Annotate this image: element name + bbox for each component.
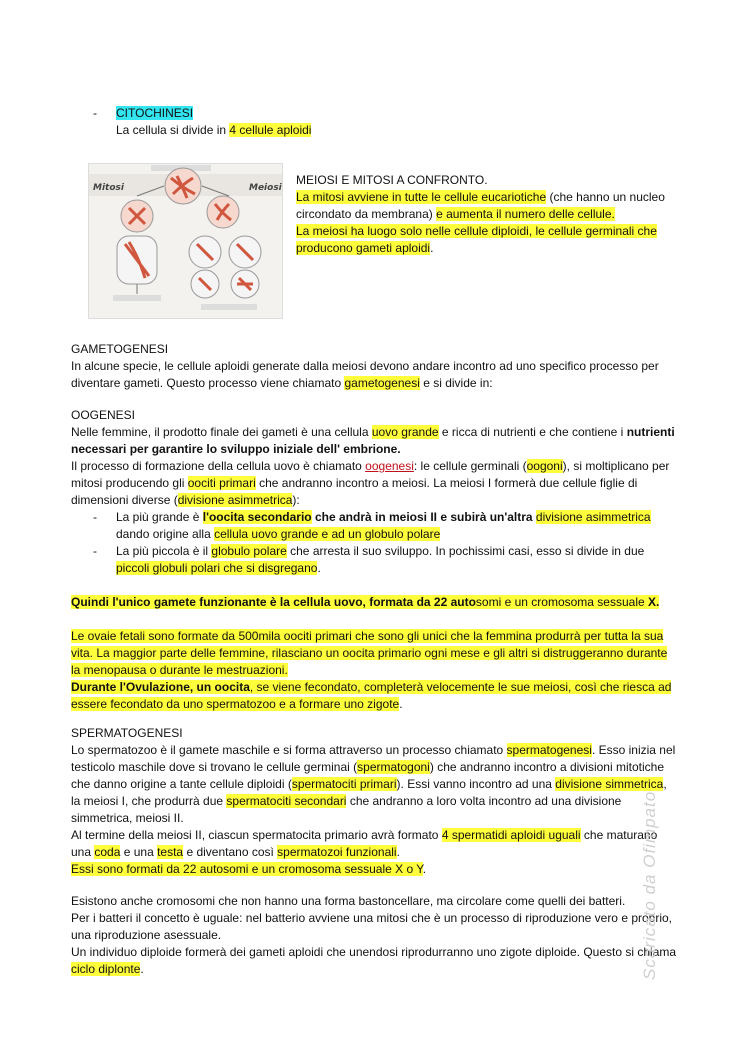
closing-p3: Un individuo diploide formerà dei gameti aploidi che unendosi riprodurranno uno zigote diploide. Questo si chiama ciclo diplonte. xyxy=(71,945,677,976)
spermatogenesi-section xyxy=(71,725,677,878)
oogenesi-bullet-2: - La più piccola è il globulo polare che arresta il suo sviluppo. In pochissimi casi, esso si divide in due piccoli globuli polari che si disgregano. xyxy=(93,544,645,575)
figure-label-meiosi: Meiosi xyxy=(249,183,282,193)
oogenesi-title: OOGENESI xyxy=(71,408,136,422)
closing-p2: Per i batteri il concetto è uguale: nel batterio avviene una mitosi che è un processo di riproduzione vero e proprio, una riproduzione asessuale. xyxy=(71,911,673,942)
spermatogenesi-title: SPERMATOGENESI xyxy=(71,726,183,740)
meiosi-mitosi-section xyxy=(296,172,666,257)
cell-division-diagram xyxy=(89,164,282,318)
gametogenesi-section xyxy=(71,341,677,392)
oogenesi-link[interactable]: oogenesi xyxy=(365,459,414,473)
citochinesi-title: CITOCHINESI xyxy=(116,106,194,120)
citochinesi-highlight: 4 cellule aploidi xyxy=(229,123,312,137)
citochinesi-text: La cellula si divide in xyxy=(116,123,230,137)
oogenesi-p2: Il processo di formazione della cellula uovo è chiamato oogenesi: le cellule germinali (oogoni), si moltiplicano per mitosi producendo gli oociti primari che andranno incontro a meiosi. La meiosi I formerà due cellule figlie di dimensioni diverse (divisione asimmetrica): xyxy=(71,459,670,507)
oogenesi-p1: Nelle femmine, il prodotto finale dei gameti è una cellula uovo grande e ricca di nutrienti e che contiene i nutrienti necessari per garantire lo sviluppo iniziale dell' embrione. xyxy=(71,425,675,456)
mitosis-meiosis-figure xyxy=(88,163,283,319)
gametogenesi-text: In alcune specie, le cellule aploidi generate dalla meiosi devono andare incontro ad uno specifico processo per diventare gameti. Questo processo viene chiamato gametogenesi e si divide in: xyxy=(71,359,659,390)
oogenesi-ovulazione: Durante l'Ovulazione, un oocita, se viene fecondato, completerà velocemente le sue meiosi, così che riesca ad essere fecondato da uno spermatozoo e a formare uno zigote. xyxy=(71,680,672,711)
watermark: Scaricato da Ofimpato xyxy=(640,790,659,980)
figure-label-mitosi: Mitosi xyxy=(93,183,124,193)
citochinesi-section xyxy=(93,105,311,139)
spermatogenesi-p3: Essi sono formati da 22 autosomi e un cromosoma sessuale X o Y. xyxy=(71,862,427,876)
oogenesi-section xyxy=(71,407,677,713)
closing-section xyxy=(71,893,677,978)
bullet-dash: - xyxy=(93,106,97,120)
oogenesi-summary: Quindi l'unico gamete funzionante è la cellula uovo, formata da 22 autosomi e un cromosoma sessuale X. xyxy=(71,595,660,609)
meiosi-title: MEIOSI E MITOSI A CONFRONTO. xyxy=(296,173,488,187)
spermatogenesi-p1: Lo spermatozoo è il gamete maschile e si forma attraverso un processo chiamato spermatogenesi. Esso inizia nel testicolo maschile dove si trovano le cellule germinai (spermatogoni) che andranno incontro a divisioni mitotiche che danno origine a tante cellule diploidi (spermatociti primari). Essi vanno incontro ad una divisione simmetrica, la meiosi I, che produrrà due spermatociti secondari che andranno a loro volta incontro ad una divisione simmetrica, meiosi II. xyxy=(71,743,676,825)
meiosi-p1: La mitosi avviene in tutte le cellule eucariotiche (che hanno un nucleo circondato da membrana) e aumenta il numero delle cellule. xyxy=(296,190,665,221)
oogenesi-bullet-1: - La più grande è l'oocita secondario che andrà in meiosi II e subirà un'altra divisione asimmetrica dando origine alla cellula uovo grande e ad un globulo polare xyxy=(93,510,651,541)
meiosi-p2: La meiosi ha luogo solo nelle cellule diploidi, le cellule germinali che producono gameti aploidi. xyxy=(296,224,657,255)
oogenesi-ovaie: Le ovaie fetali sono formate da 500mila oociti primari che sono gli unici che la femmina produrrà per tutta la sua vita. La maggior parte delle femmine, rilasciano un oocita primario ogni mese e gli altri si distruggeranno durante la menopausa o durante le mestruazioni. xyxy=(71,629,668,677)
spermatogenesi-p2: Al termine della meiosi II, ciascun spermatocita primario avrà formato 4 spermatidi aploidi uguali che maturano una coda e una testa e diventano così spermatozoi funzionali. xyxy=(71,828,658,859)
gametogenesi-title: GAMETOGENESI xyxy=(71,342,169,356)
closing-p1: Esistono anche cromosomi che non hanno una forma bastoncellare, ma circolare come quelli dei batteri. xyxy=(71,894,626,908)
